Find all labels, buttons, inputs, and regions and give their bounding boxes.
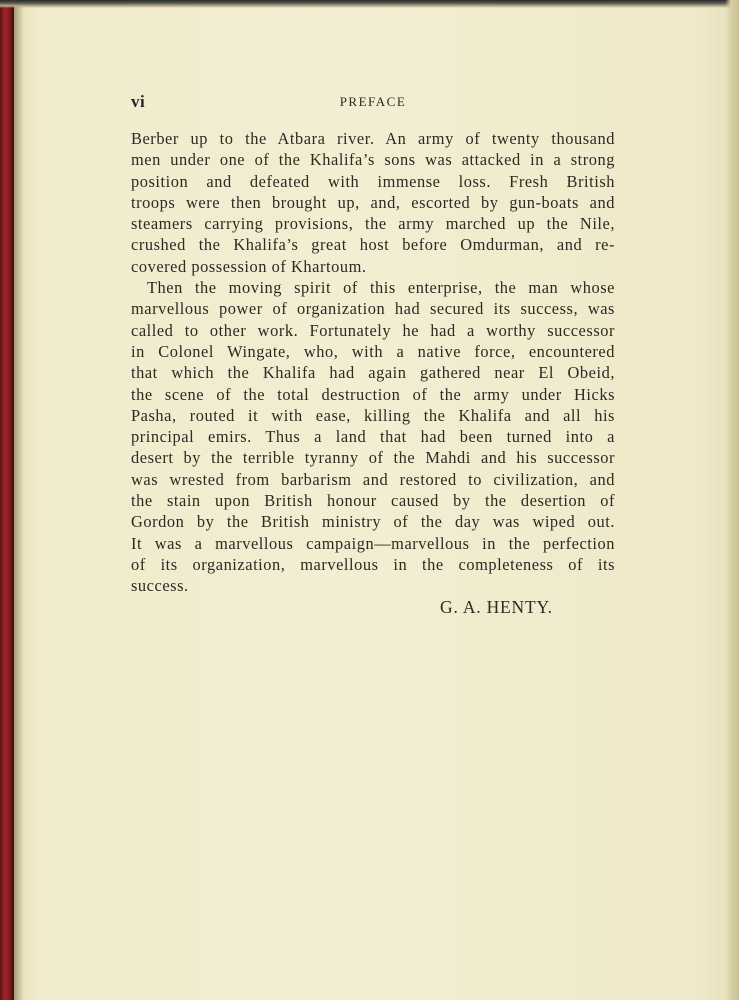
text-line: crushed the Khalifa’s great host before Omdurman, and re- xyxy=(131,235,615,255)
gutter-shadow xyxy=(14,0,24,1000)
text-line: principal emirs. Thus a land that had been turned into a xyxy=(131,427,615,447)
text-line: men under one of the Khalifa’s sons was attacked in a strong xyxy=(131,150,615,170)
text-line: position and defeated with immense loss. Fresh British xyxy=(131,171,615,191)
text-line: Gordon by the British ministry of the day was wiped out. xyxy=(131,512,615,532)
text-line: Berber up to the Atbara river. An army of twenty thousand xyxy=(131,129,615,148)
author-signature: G. A. HENTY. xyxy=(440,597,553,617)
text-line: the stain upon British honour caused by the desertion of xyxy=(131,491,615,511)
text-line: troops were then brought up, and, escorted by gun-boats and xyxy=(131,192,615,212)
running-head xyxy=(131,92,615,114)
text-line: called to other work. Fortunately he had a worthy successor xyxy=(131,320,615,340)
text-line: Then the moving spirit of this enterprise, the man whose xyxy=(147,278,615,298)
page-number: vi xyxy=(131,92,146,111)
page-right-edge xyxy=(725,0,739,1000)
text-line: desert by the terrible tyranny of the Mahdi and his successor xyxy=(131,448,615,468)
text-line: steamers carrying provisions, the army marched up the Nile, xyxy=(131,214,615,234)
paragraph-2 xyxy=(131,277,615,596)
paragraph-1 xyxy=(131,128,615,277)
body-text xyxy=(131,128,615,597)
text-line: the scene of the total destruction of the army under Hicks xyxy=(131,384,615,404)
text-line: covered possession of Khartoum. xyxy=(131,256,367,276)
text-line: Pasha, routed it with ease, killing the Khalifa and all his xyxy=(131,405,615,425)
text-line: in Colonel Wingate, who, with a native force, encountered xyxy=(131,341,615,361)
book-spine xyxy=(0,0,14,1000)
text-line: success. xyxy=(131,576,189,596)
text-line: It was a marvellous campaign—marvellous in the perfection xyxy=(131,533,615,553)
text-line: marvellous power of organization had secured its success, was xyxy=(131,299,615,319)
page-top-edge xyxy=(0,0,739,8)
text-line: of its organization, marvellous in the completeness of its xyxy=(131,554,615,574)
section-title: PREFACE xyxy=(339,94,407,109)
text-line: was wrested from barbarism and restored to civilization, and xyxy=(131,469,615,489)
text-line: that which the Khalifa had again gathered near El Obeid, xyxy=(131,363,615,383)
